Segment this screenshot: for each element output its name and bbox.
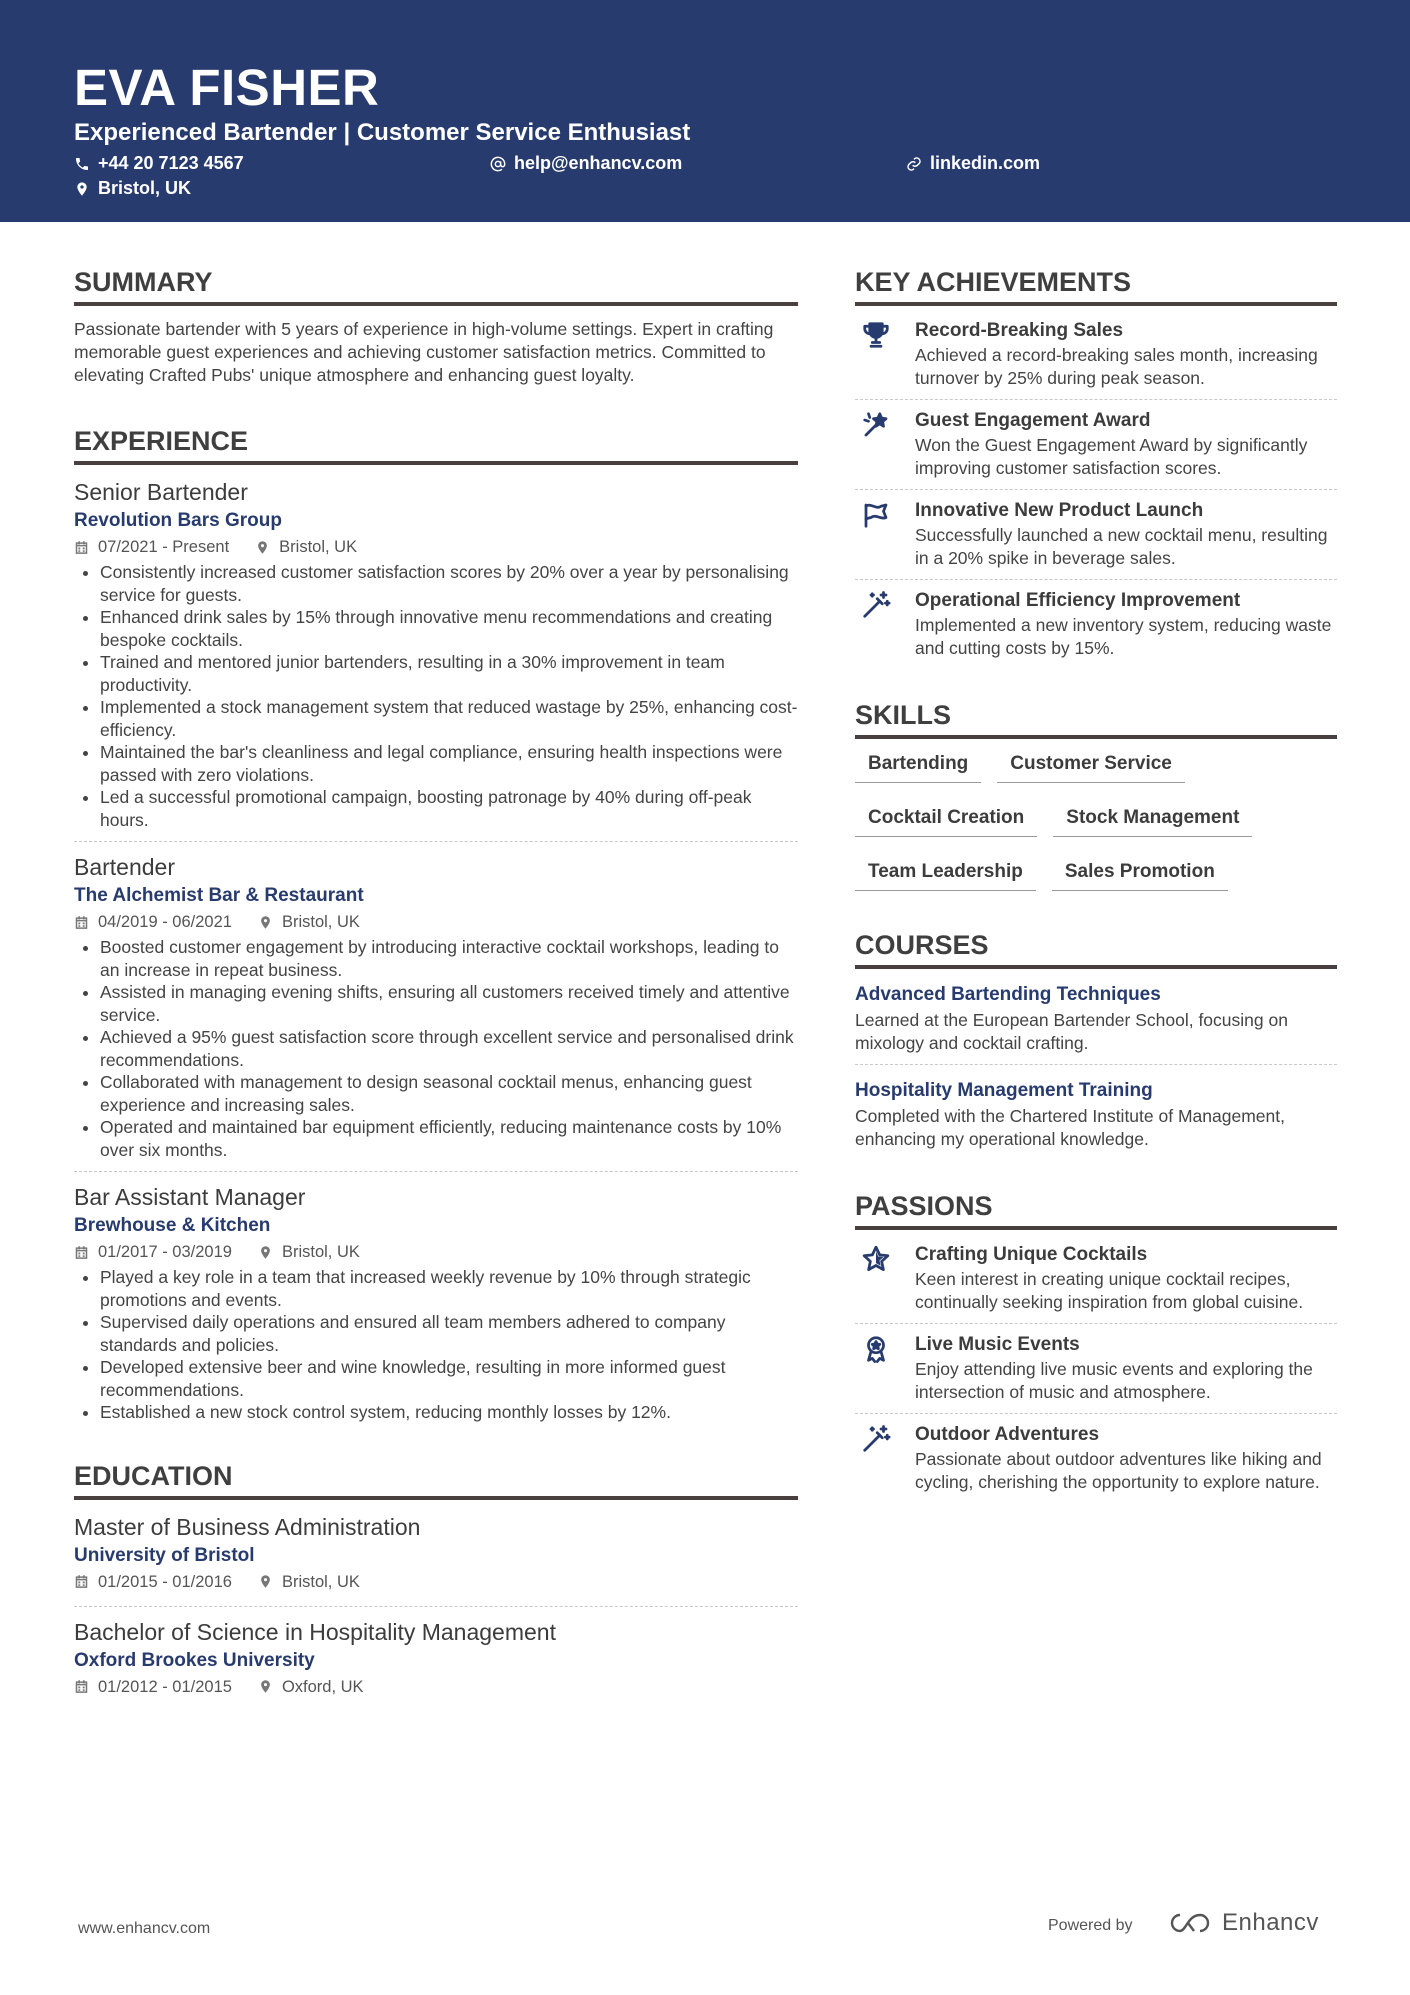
education-dates: 01/2015 - 01/2016	[98, 1572, 232, 1591]
achievement-desc: Achieved a record-breaking sales month, increasing turnover by 25% during peak season.	[915, 345, 1318, 388]
degree-title: Master of Business Administration	[74, 1513, 421, 1540]
job-entry	[74, 852, 798, 1172]
achievement-body	[915, 498, 1337, 569]
passion-body	[915, 1242, 1337, 1313]
passion-title: Outdoor Adventures	[915, 1424, 1100, 1445]
company-name: Brewhouse & Kitchen	[74, 1215, 271, 1236]
at-sign-icon	[490, 156, 506, 172]
passion-item	[855, 1324, 1337, 1414]
education-location	[258, 1570, 360, 1594]
education-heading: EDUCATION	[74, 1460, 798, 1500]
job-meta	[74, 1240, 798, 1264]
candidate-tagline: Experienced Bartender | Customer Service Enthusiast	[74, 119, 691, 146]
achievement-icon-wrap	[861, 318, 901, 389]
achievement-desc: Won the Guest Engagement Award by significantly improving customer satisfaction scores.	[915, 435, 1308, 478]
map-pin-icon	[258, 1574, 273, 1589]
job-meta	[74, 535, 798, 559]
job-dates: 04/2019 - 06/2021	[98, 913, 232, 931]
summary-section	[74, 266, 798, 387]
achievement-title: Operational Efficiency Improvement	[915, 590, 1241, 611]
achievement-body	[915, 588, 1337, 659]
company-name: The Alchemist Bar & Restaurant	[74, 885, 364, 906]
job-bullets	[74, 1266, 798, 1424]
passion-title: Crafting Unique Cocktails	[915, 1244, 1148, 1265]
skill-tag: Stock Management	[1053, 799, 1252, 837]
calendar-icon	[74, 1679, 89, 1694]
job-location-text: Bristol, UK	[279, 538, 358, 556]
experience-heading: EXPERIENCE	[74, 425, 798, 465]
job-title: Senior Bartender	[74, 479, 248, 505]
phone-icon	[74, 156, 90, 172]
job-location	[258, 1240, 360, 1264]
achievement-desc: Successfully launched a new cocktail menu, resulting in a 20% spike in beverage sales.	[915, 525, 1328, 568]
achievement-desc: Implemented a new inventory system, reducing waste and cutting costs by 15%.	[915, 615, 1332, 658]
job-bullet: • Achieved a 95% guest satisfaction score through excellent service and personalised drink recommendations.	[100, 1026, 798, 1071]
job-dates: 07/2021 - Present	[98, 538, 230, 556]
education-entry	[74, 1512, 798, 1607]
resume-header	[0, 0, 1410, 222]
skills-section	[855, 699, 1337, 907]
job-entry	[74, 1182, 798, 1434]
map-pin-icon	[258, 915, 273, 930]
location-text: Bristol, UK	[98, 178, 192, 198]
achievements-section	[855, 266, 1337, 669]
job-dates: 01/2017 - 03/2019	[98, 1243, 232, 1261]
achievement-item	[855, 310, 1337, 400]
job-bullets	[74, 936, 798, 1161]
course-desc: Completed with the Chartered Institute of Management, enhancing my operational knowledge.	[855, 1106, 1285, 1149]
map-pin-icon	[255, 540, 270, 555]
job-title: Bartender	[74, 854, 176, 880]
job-bullet: • Played a key role in a team that increased weekly revenue by 10% through strategic promotions and events.	[100, 1266, 798, 1311]
award-ribbon-icon	[861, 1334, 891, 1364]
email-text: help@enhancv.com	[514, 153, 683, 173]
achievement-item	[855, 490, 1337, 580]
calendar-icon	[74, 915, 89, 930]
company-name: Revolution Bars Group	[74, 510, 282, 531]
map-pin-icon	[258, 1679, 273, 1694]
course-item	[855, 1073, 1337, 1160]
left-column	[74, 266, 798, 1721]
star-icon	[861, 1244, 891, 1274]
skill-tag: Bartending	[855, 745, 981, 783]
achievement-icon-wrap	[861, 498, 901, 569]
passion-icon-wrap	[861, 1422, 901, 1493]
enhancv-logo-icon	[1166, 1910, 1214, 1936]
job-bullet: • Operated and maintained bar equipment efficiently, reducing maintenance costs by 10% over six months.	[100, 1116, 798, 1161]
magic-wand-icon	[861, 590, 891, 620]
passion-desc: Passionate about outdoor adventures like hiking and cycling, cherishing the opportunity to explore nature.	[915, 1449, 1322, 1492]
job-bullet: • Established a new stock control system, reducing monthly losses by 12%.	[100, 1401, 798, 1424]
job-bullet: • Maintained the bar's cleanliness and legal compliance, ensuring health inspections were passed with zero violations.	[100, 741, 798, 786]
right-column	[855, 266, 1337, 1503]
passion-icon-wrap	[861, 1332, 901, 1403]
achievement-item	[855, 580, 1337, 669]
trophy-icon	[861, 320, 891, 350]
course-title: Advanced Bartending Techniques	[855, 984, 1161, 1005]
calendar-icon	[74, 1245, 89, 1260]
passions-section	[855, 1190, 1337, 1503]
map-pin-icon	[74, 181, 90, 197]
footer-website-link[interactable]: www.enhancv.com	[78, 1920, 211, 1937]
course-item	[855, 977, 1337, 1065]
flag-icon	[861, 500, 891, 530]
job-entry	[74, 477, 798, 842]
passion-desc: Keen interest in creating unique cocktail recipes, continually seeking inspiration from global cuisine.	[915, 1269, 1304, 1312]
school-name: Oxford Brookes University	[74, 1649, 315, 1671]
link-icon	[906, 156, 922, 172]
passion-icon-wrap	[861, 1242, 901, 1313]
magic-wand-icon	[861, 1424, 891, 1454]
job-bullet: • Assisted in managing evening shifts, ensuring all customers received timely and attentive service.	[100, 981, 798, 1026]
job-bullet: • Led a successful promotional campaign, boosting patronage by 40% during off-peak hours.	[100, 786, 798, 831]
job-location-text: Bristol, UK	[281, 1243, 360, 1261]
passion-title: Live Music Events	[915, 1334, 1080, 1355]
passion-desc: Enjoy attending live music events and exploring the intersection of music and atmosphere.	[915, 1359, 1313, 1402]
experience-section	[74, 425, 798, 1434]
education-location-text: Bristol, UK	[281, 1572, 360, 1591]
courses-heading: COURSES	[855, 929, 1337, 969]
achievements-heading: KEY ACHIEVEMENTS	[855, 266, 1337, 306]
job-bullet: • Enhanced drink sales by 15% through innovative menu recommendations and creating bespoke cocktails.	[100, 606, 798, 651]
skill-tag: Sales Promotion	[1052, 853, 1228, 891]
skill-tag: Customer Service	[997, 745, 1185, 783]
skill-tag: Team Leadership	[855, 853, 1036, 891]
achievement-body	[915, 408, 1337, 479]
education-meta	[74, 1675, 798, 1699]
calendar-icon	[74, 1574, 89, 1589]
phone-text: +44 20 7123 4567	[98, 153, 244, 173]
powered-by-label: Powered by	[1048, 1917, 1133, 1934]
passions-heading: PASSIONS	[855, 1190, 1337, 1230]
job-bullet: • Boosted customer engagement by introducing interactive cocktail workshops, leading to an increase in repeat business.	[100, 936, 798, 981]
job-location	[258, 910, 360, 934]
enhancv-logo[interactable]	[1166, 1909, 1319, 1937]
education-location-text: Oxford, UK	[281, 1677, 364, 1696]
candidate-name: EVA FISHER	[74, 59, 380, 116]
phone-contact[interactable]	[74, 153, 244, 174]
passion-body	[915, 1422, 1337, 1493]
courses-section	[855, 929, 1337, 1160]
job-bullets	[74, 561, 798, 831]
shooting-star-icon	[861, 410, 891, 440]
enhancv-logo-text: Enhancv	[1222, 1909, 1319, 1936]
linkedin-contact[interactable]	[906, 153, 1040, 174]
job-location	[255, 535, 357, 559]
passion-body	[915, 1332, 1337, 1403]
job-bullet: • Supervised daily operations and ensured all team members adhered to company standards and policies.	[100, 1311, 798, 1356]
achievement-title: Innovative New Product Launch	[915, 500, 1204, 521]
achievement-title: Record-Breaking Sales	[915, 320, 1124, 341]
job-bullet: • Trained and mentored junior bartenders, resulting in a 30% improvement in team productivity.	[100, 651, 798, 696]
job-meta	[74, 910, 798, 934]
job-bullet: • Implemented a stock management system that reduced wastage by 25%, enhancing cost-efficiency.	[100, 696, 798, 741]
course-title: Hospitality Management Training	[855, 1080, 1153, 1101]
achievement-title: Guest Engagement Award	[915, 410, 1151, 431]
job-bullet: • Developed extensive beer and wine knowledge, resulting in more informed guest recommendations.	[100, 1356, 798, 1401]
job-location-text: Bristol, UK	[281, 913, 360, 931]
degree-title: Bachelor of Science in Hospitality Management	[74, 1618, 556, 1645]
map-pin-icon	[258, 1245, 273, 1260]
course-desc: Learned at the European Bartender School, focusing on mixology and cocktail crafting.	[855, 1010, 1288, 1053]
linkedin-text: linkedin.com	[930, 153, 1041, 173]
achievement-icon-wrap	[861, 408, 901, 479]
skill-tag: Cocktail Creation	[855, 799, 1037, 837]
calendar-icon	[74, 540, 89, 555]
skills-list	[855, 745, 1337, 907]
education-entry	[74, 1617, 798, 1711]
education-dates: 01/2012 - 01/2015	[98, 1677, 232, 1696]
location-contact	[74, 178, 191, 199]
email-contact[interactable]	[490, 153, 682, 174]
job-bullet: • Collaborated with management to design seasonal cocktail menus, enhancing guest experience and increasing sales.	[100, 1071, 798, 1116]
achievement-icon-wrap	[861, 588, 901, 659]
achievement-body	[915, 318, 1337, 389]
achievement-item	[855, 400, 1337, 490]
job-title: Bar Assistant Manager	[74, 1184, 306, 1210]
summary-heading: SUMMARY	[74, 266, 798, 306]
summary-text: Passionate bartender with 5 years of experience in high-volume settings. Expert in crafting memorable guest experiences and achieving customer satisfaction metrics. Committed to elevating Crafted Pubs' unique atmosphere and enhancing guest loyalty.	[74, 319, 774, 385]
education-meta	[74, 1570, 798, 1594]
passion-item	[855, 1234, 1337, 1324]
job-bullet: • Consistently increased customer satisfaction scores by 20% over a year by personalising service for guests.	[100, 561, 798, 606]
school-name: University of Bristol	[74, 1544, 255, 1566]
passion-item	[855, 1414, 1337, 1503]
education-location	[258, 1675, 364, 1699]
skills-heading: SKILLS	[855, 699, 1337, 739]
education-section	[74, 1460, 798, 1711]
